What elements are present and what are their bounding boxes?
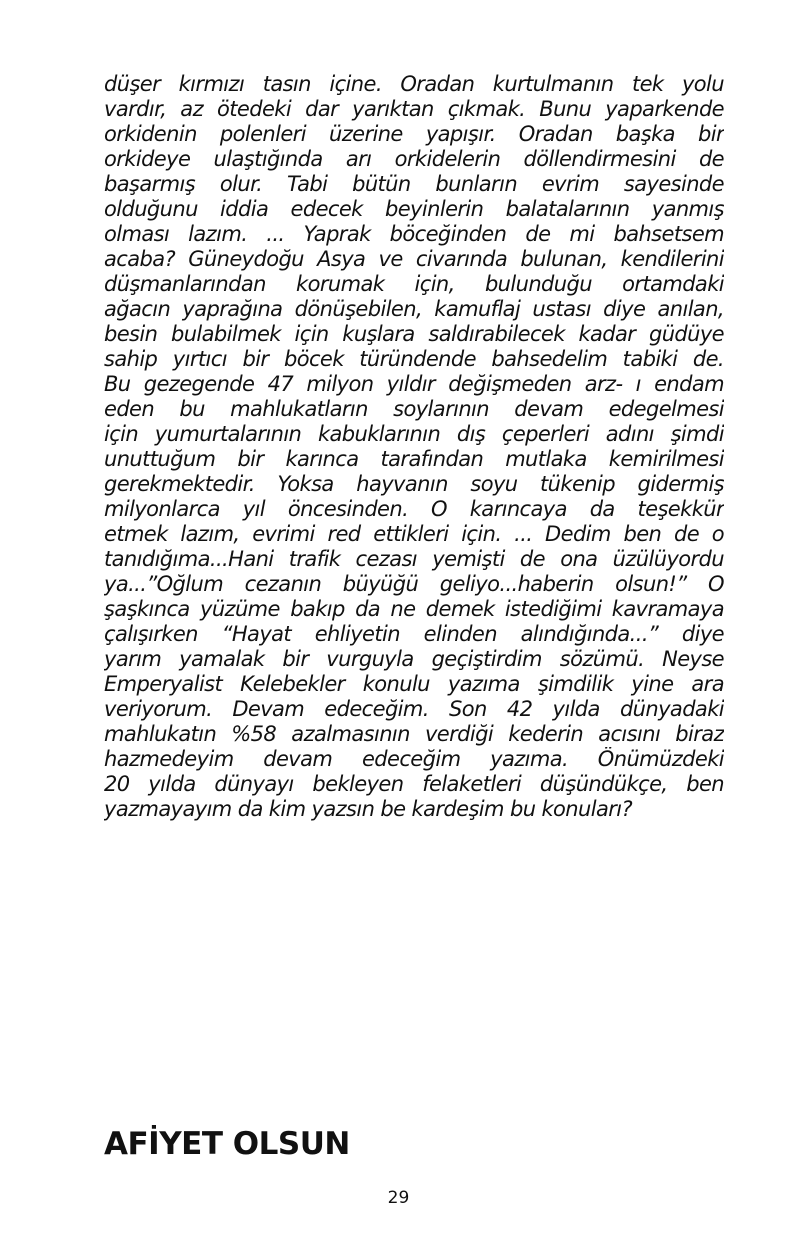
body-paragraph	[104, 72, 724, 822]
text-line: etmek lazım, evrimi red ettikleri için. ... Dedim ben de o	[104, 522, 724, 546]
text-line: sahip yırtıcı bir böcek türündende bahsedelim tabiki de.	[104, 347, 724, 371]
text-line: başarmış olur. Tabi bütün bunların evrim sayesinde	[104, 172, 724, 196]
text-line: orkidenin polenleri üzerine yapışır. Oradan başka bir	[104, 122, 724, 146]
text-line: ya...”Oğlum cezanın büyüğü geliyo...haberin olsun!” O	[104, 572, 724, 596]
text-line: hazmedeyim devam edeceğim yazıma. Önümüzdeki	[104, 747, 724, 771]
text-line: olması lazım. ... Yaprak böceğinden de mi bahsetsem	[104, 222, 724, 246]
text-line: milyonlarca yıl öncesinden. O karıncaya da teşekkür	[104, 497, 724, 521]
text-line: orkideye ulaştığında arı orkidelerin döllendirmesini de	[104, 147, 724, 171]
page-number: 29	[387, 1188, 410, 1208]
text-line: için yumurtalarının kabuklarının dış çeperleri adını şimdi	[104, 422, 724, 446]
text-line: düşer kırmızı tasın içine. Oradan kurtulmanın tek yolu	[104, 72, 724, 96]
section-heading: AFİYET OLSUN	[104, 1126, 350, 1162]
text-line: tanıdığıma...Hani trafik cezası yemişti de ona üzülüyordu	[104, 547, 724, 571]
text-line: düşmanlarından korumak için, bulunduğu ortamdaki	[104, 272, 724, 296]
text-line: mahlukatın %58 azalmasının verdiği kederin acısını biraz	[104, 722, 724, 746]
text-line: gerekmektedir. Yoksa hayvanın soyu tükenip gidermiş	[104, 472, 724, 496]
text-line: şaşkınca yüzüme bakıp da ne demek istediğimi kavramaya	[104, 597, 724, 621]
text-line: yazmayayım da kim yazsın be kardeşim bu konuları?	[104, 797, 633, 821]
text-line: veriyorum. Devam edeceğim. Son 42 yılda dünyadaki	[104, 697, 724, 721]
text-line: ağacın yaprağına dönüşebilen, kamuflaj ustası diye anılan,	[104, 297, 724, 321]
text-line: besin bulabilmek için kuşlara saldırabilecek kadar güdüye	[104, 322, 724, 346]
text-line: çalışırken “Hayat ehliyetin elinden alındığında...” diye	[104, 622, 724, 646]
text-line: Emperyalist Kelebekler konulu yazıma şimdilik yine ara	[104, 672, 724, 696]
text-line: Bu gezegende 47 milyon yıldır değişmeden arz- ı endam	[104, 372, 724, 396]
text-line: eden bu mahlukatların soylarının devam edegelmesi	[104, 397, 724, 421]
text-line: yarım yamalak bir vurguyla geçiştirdim sözümü. Neyse	[104, 647, 724, 671]
text-line: unuttuğum bir karınca tarafından mutlaka kemirilmesi	[104, 447, 724, 471]
text-line: vardır, az ötedeki dar yarıktan çıkmak. Bunu yaparkende	[104, 97, 724, 121]
text-line: 20 yılda dünyayı bekleyen felaketleri düşündükçe, ben	[104, 772, 724, 796]
text-line: olduğunu iddia edecek beyinlerin balatalarının yanmış	[104, 197, 724, 221]
text-line: acaba? Güneydoğu Asya ve civarında bulunan, kendilerini	[104, 247, 724, 271]
